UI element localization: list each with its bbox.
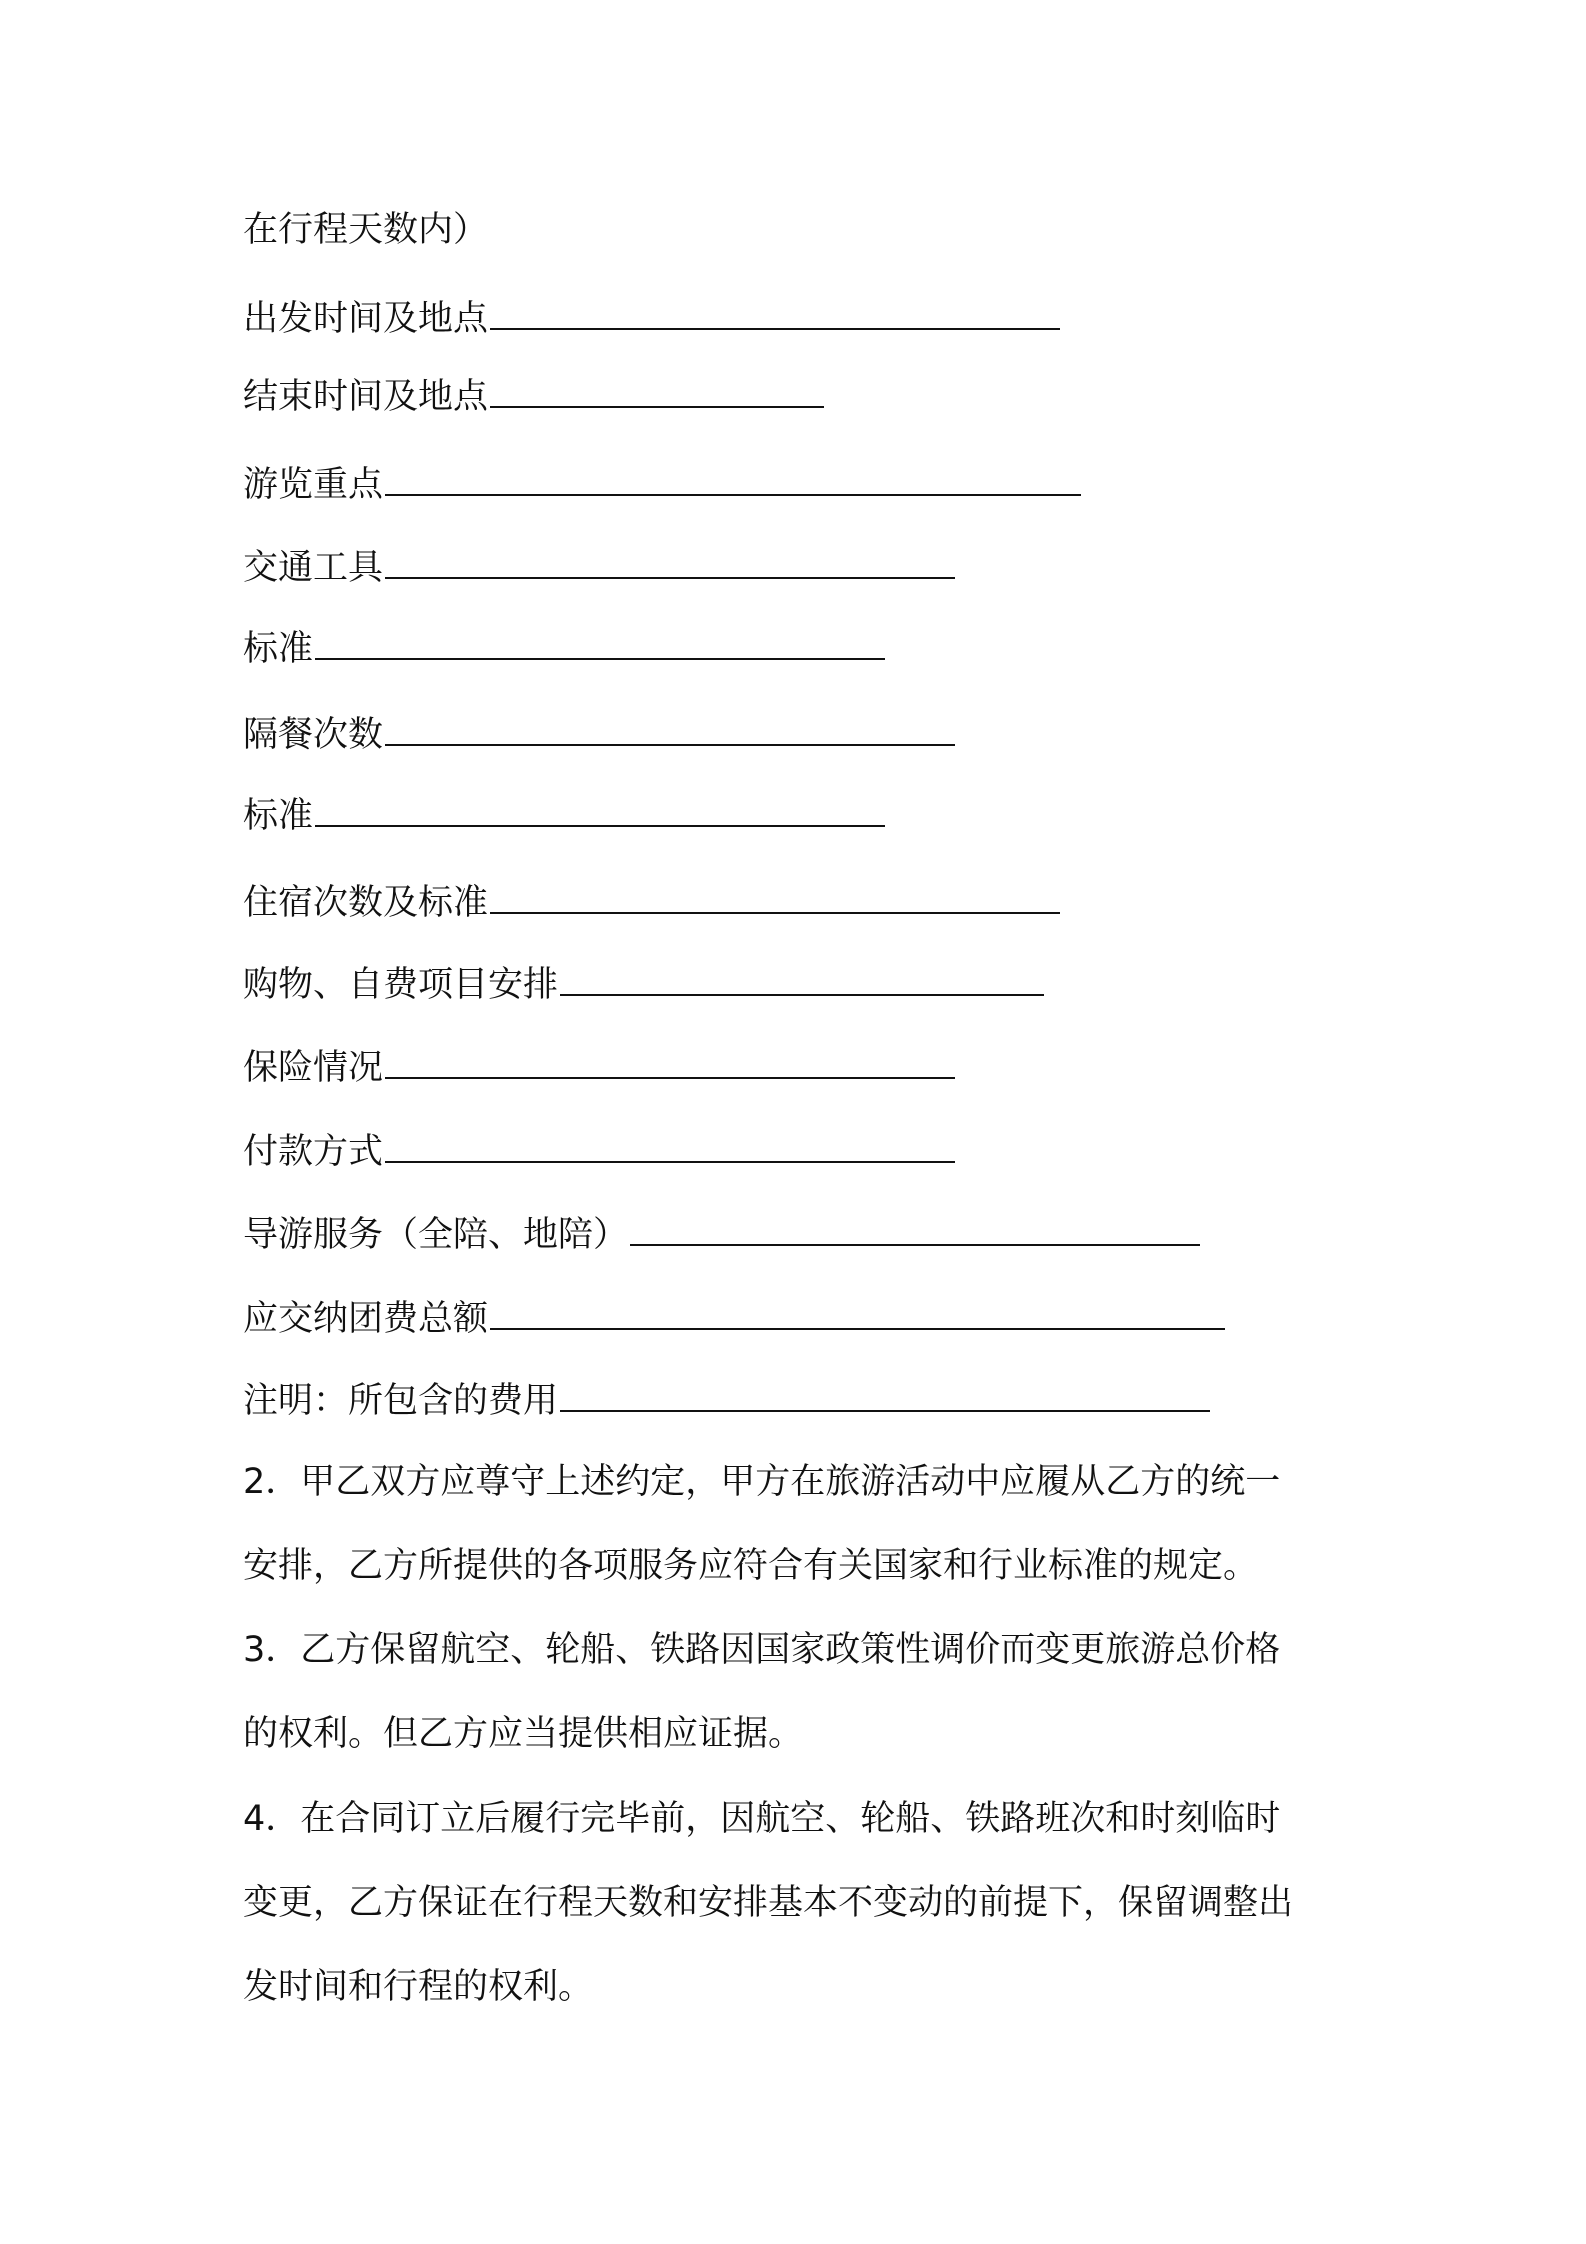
field-label: 导游服务（全陪、地陪） bbox=[243, 1215, 629, 1255]
clause-line: 2．甲乙双方应尊守上述约定，甲方在旅游活动中应履从乙方的统一 bbox=[243, 1462, 1281, 1502]
clause-line: 的权利。但乙方应当提供相应证据。 bbox=[243, 1714, 804, 1754]
field-label: 出发时间及地点 bbox=[243, 299, 489, 339]
blank-line bbox=[490, 298, 1060, 330]
field-label: 隔餐次数 bbox=[243, 715, 384, 755]
blank-line bbox=[490, 1298, 1225, 1330]
blank-line bbox=[630, 1214, 1200, 1246]
blank-line bbox=[560, 964, 1044, 996]
clause-line: 3．乙方保留航空、轮船、铁路因国家政策性调价而变更旅游总价格 bbox=[243, 1630, 1281, 1670]
clause-4 bbox=[243, 1797, 1363, 2009]
field-label: 交通工具 bbox=[243, 548, 384, 588]
field-label: 注明：所包含的费用 bbox=[243, 1381, 559, 1421]
field-end bbox=[243, 375, 824, 419]
clause-line: 安排，乙方所提供的各项服务应符合有关国家和行业标准的规定。 bbox=[243, 1546, 1259, 1586]
blank-line bbox=[490, 376, 824, 408]
blank-line bbox=[315, 795, 885, 827]
blank-line bbox=[385, 547, 955, 579]
field-guide bbox=[243, 1213, 1200, 1257]
clause-line: 发时间和行程的权利。 bbox=[243, 1967, 594, 2007]
blank-line bbox=[560, 1380, 1210, 1412]
field-standard-1 bbox=[243, 627, 885, 671]
field-label: 购物、自费项目安排 bbox=[243, 965, 559, 1005]
field-meals bbox=[243, 713, 955, 757]
field-label: 结束时间及地点 bbox=[243, 377, 489, 417]
field-label: 游览重点 bbox=[243, 465, 384, 505]
field-label: 住宿次数及标准 bbox=[243, 883, 489, 923]
field-total-fee bbox=[243, 1297, 1225, 1341]
field-included-fees bbox=[243, 1379, 1210, 1423]
clause-3 bbox=[243, 1628, 1363, 1756]
field-label: 标准 bbox=[243, 796, 314, 836]
clause-line: 变更，乙方保证在行程天数和安排基本不变动的前提下，保留调整出 bbox=[243, 1883, 1294, 1923]
field-payment bbox=[243, 1130, 955, 1174]
field-label: 付款方式 bbox=[243, 1132, 384, 1172]
blank-line bbox=[385, 1047, 955, 1079]
field-sightseeing bbox=[243, 463, 1081, 507]
clause-2 bbox=[243, 1460, 1363, 1588]
blank-line bbox=[385, 714, 955, 746]
field-accommodation bbox=[243, 881, 1060, 925]
field-departure bbox=[243, 297, 1060, 341]
clause-line: 4．在合同订立后履行完毕前，因航空、轮船、铁路班次和时刻临时 bbox=[243, 1799, 1281, 1839]
field-label: 标准 bbox=[243, 629, 314, 669]
field-standard-2 bbox=[243, 794, 885, 838]
continuation-line bbox=[243, 208, 488, 252]
field-shopping bbox=[243, 963, 1044, 1007]
continuation-text: 在行程天数内） bbox=[243, 210, 489, 250]
blank-line bbox=[385, 464, 1081, 496]
field-label: 应交纳团费总额 bbox=[243, 1299, 489, 1339]
blank-line bbox=[315, 628, 885, 660]
field-transport bbox=[243, 546, 955, 590]
field-insurance bbox=[243, 1046, 955, 1090]
blank-line bbox=[385, 1131, 955, 1163]
field-label: 保险情况 bbox=[243, 1048, 384, 1088]
blank-line bbox=[490, 882, 1060, 914]
